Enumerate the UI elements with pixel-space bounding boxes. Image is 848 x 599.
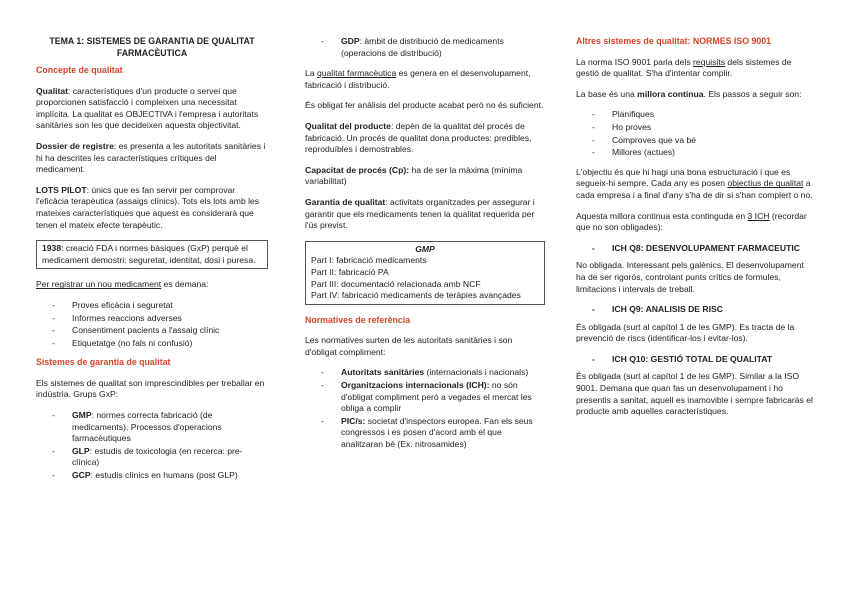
subheading-ich-q8: - ICH Q8: DESENVOLUPAMENT FARMACEUTIC xyxy=(592,243,814,255)
column-2 xyxy=(305,36,545,459)
heading-normatives: Normatives de referència xyxy=(305,314,411,325)
paragraph-obligat: És obligat fer anàlisis del producte acabat però no és suficient. xyxy=(305,100,544,111)
paragraph-millora-continua: La base és una millora continua. Els passos a seguir son: xyxy=(576,88,802,99)
paragraph-qualitat-producte: Qualitat del producte: depèn de la qualitat del procés de fabricació. Un procés de qualitat dona productes: predibles, reproduïbles i demostrables. xyxy=(305,120,532,155)
paragraph-registrar: Per registrar un nou medicament es demana: xyxy=(36,279,209,290)
heading-concepte-qualitat: Concepte de qualitat xyxy=(36,65,123,75)
paragraph-ich-q10: És obligada (surt al capítol 1 de les GMP). Similar a la ISO 9001. Demana que quan fas un desenvolupament i ho presentis a sanitat, aquell es inamovible i sempre fabricaràs el producte amb aquelles característiques. xyxy=(576,371,813,417)
list-normatives xyxy=(305,367,545,450)
list-item: - PIC/s: societat d'inspectors europea. Fan els seus congressos i es posen d'acord amb el que analitzaran bé (Ex. nitrosamides) xyxy=(321,416,545,451)
list-item: - GMP: normes correcta fabricació (de medicaments). Processos d'operacions farmacèutiques xyxy=(52,410,268,445)
paragraph-capacitat-proces: Capacitat de procés (Cp): ha de ser la màxima (mínima variabilitat) xyxy=(305,164,523,187)
list-item: - Organitzacions internacionals (ICH): no són d'obligat compliment però a vegades el mercat les obliga a complir xyxy=(321,380,545,415)
paragraph-iso: La norma ISO 9001 parla dels requisits dels sistemes de gestió de qualitat. S'ha d'intentar complir. xyxy=(576,56,792,79)
list-item: - Informes reaccions adverses xyxy=(52,313,268,325)
paragraph-3-ich: Aquesta millora continua esta continguda en 3 ICH (recordar que no son obligades): xyxy=(576,210,807,233)
list-requisits-registre xyxy=(36,300,268,349)
list-ich-q9 xyxy=(576,304,814,316)
list-item: - Millores (actues) xyxy=(592,147,814,159)
subheading-ich-q9: - ICH Q9: ANALISIS DE RISC xyxy=(592,304,814,316)
paragraph-objectius: L'objectiu és que hi hagi una bona estructuració i que es segueix-hi sempre. Cada any es posen objectius de qualitat a cada empresa i a final d'any s'ha de dir si s'han complert o no. xyxy=(576,166,813,200)
box-1938: 1938: creació FDA i normes bàsiques (GxP) perquè el medicament demostri: seguretat, identitat, dosi i puresa. xyxy=(36,240,268,269)
paragraph-qualitat-farmaceutica: La qualitat farmacèutica es genera en el desenvolupament, fabricació i distribució. xyxy=(305,68,531,90)
list-gdp xyxy=(305,36,545,59)
list-item: - Consentiment pacients a l'assaig clínic xyxy=(52,325,268,337)
list-ich-q8 xyxy=(576,243,814,255)
paragraph-normatives: Les normatives surten de les autoritats sanitàries i son d'obligat compliment: xyxy=(305,335,513,357)
box-line: Part IV: fabricació medicaments de teràpies avançades xyxy=(311,290,521,301)
list-passos xyxy=(576,109,814,158)
subheading-ich-q10: - ICH Q10: GESTIÓ TOTAL DE QUALITAT xyxy=(592,354,814,366)
box-gmp-parts xyxy=(305,241,545,305)
paragraph-dossier: Dossier de registre: es presenta a les autoritats sanitàries i hi ha descrites les característiques crítiques del medicament. xyxy=(36,140,266,175)
column-1 xyxy=(36,36,268,490)
list-item: - Planifiques xyxy=(592,109,814,121)
box-title: GMP xyxy=(415,243,435,254)
list-item: - GDP: àmbit de distribució de medicaments (operacions de distribució) xyxy=(321,36,545,59)
list-item: - GLP: estudis de toxicologia (en recerca: pre-clínica) xyxy=(52,446,268,469)
box-line: Part III: documentació relacionada amb NCF xyxy=(311,278,481,289)
list-item: - Autoritats sanitàries (internacionals i nacionals) xyxy=(321,367,545,379)
document-title: TEMA 1: SISTEMES DE GARANTIA DE QUALITAT FARMACÈUTICA xyxy=(49,36,255,58)
heading-sistemes-garantia: Sistemes de garantia de qualitat xyxy=(36,357,171,368)
list-gxp xyxy=(36,410,268,482)
paragraph-sistemes: Els sistemes de qualitat son imprescindibles per treballar en indústria. Grups GxP: xyxy=(36,377,265,400)
list-item: - GCP: estudis clínics en humans (post GLP) xyxy=(52,470,268,482)
paragraph-lots-pilot: LOTS PILOT: únics que es fan servir per comprovar l'eficàcia terapèutica (assaigs clínics). Tots els lots amb les mateixes característiques que aquest es considerarà que tenen el mateix efecte terapèutic. xyxy=(36,184,260,230)
list-item: - Ho proves xyxy=(592,122,814,134)
paragraph-qualitat: Qualitat: característiques d'un producte o servei que proporcionen satisfacció i compleixen una necessitat implícita. La qualitat es OBJECTIVA i l'empresa i autoritats sanitàries son les que decideixen aquesta objectivitat. xyxy=(36,85,259,131)
paragraph-ich-q9: És obligada (surt al capítol 1 de les GMP). Es tracta de la prevenció de riscs (identificar-los i evitar-los). xyxy=(576,321,795,344)
list-item: - Comproves que va bé xyxy=(592,135,814,147)
list-ich-q10 xyxy=(576,354,814,366)
heading-altres-sistemes: Altres sistemes de qualitat: NORMES ISO 9001 xyxy=(576,36,772,46)
list-item: - Etiquetatge (no fals ni confusió) xyxy=(52,338,268,350)
paragraph-garantia-qualitat: Garantia de qualitat: activitats organitzades per assegurar i garantir que els medicaments tenen la qualitat requerida per l'ús previst. xyxy=(305,196,535,231)
paragraph-ich-q8: No obligada. Interessant pels galènics. El desenvolupament ha de ser rigorós, controlant punts crítics de formules, limitacions i intervals de treball. xyxy=(576,260,804,294)
column-3 xyxy=(576,36,814,427)
box-line: Part II: fabricació PA xyxy=(311,266,389,277)
list-item: - Proves eficàcia i seguretat xyxy=(52,300,268,312)
box-line: Part I: fabricació medicaments xyxy=(311,255,427,266)
